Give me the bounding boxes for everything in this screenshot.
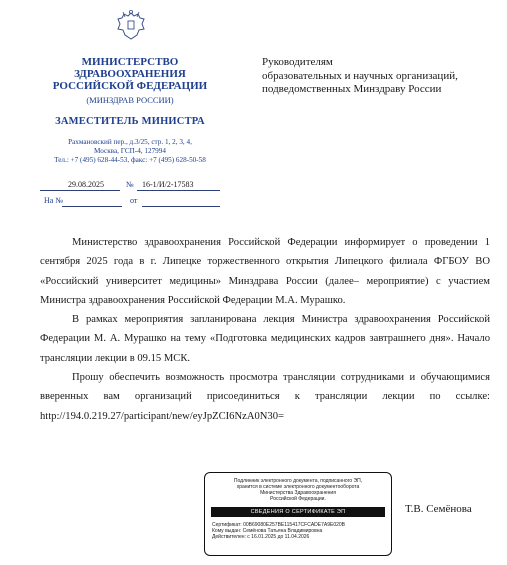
- reg-number-label: №: [126, 180, 134, 189]
- recipient-line-1: Руководителям: [262, 56, 333, 68]
- signer-name: Т.В. Семёнова: [405, 503, 472, 515]
- ref-date-underline: [142, 197, 220, 207]
- recipient-line-3: подведомственных Минздраву России: [262, 83, 442, 95]
- stamp-line-4: Российской Федерации.: [270, 496, 326, 502]
- address-line-2: Москва, ГСП-4, 127994: [94, 147, 166, 155]
- recipient-line-2: образовательных и научных организаций,: [262, 69, 458, 82]
- coat-of-arms-icon: [116, 9, 146, 41]
- e-signature-stamp: [204, 472, 392, 556]
- stamp-line-3: Министерства Здравоохранения: [260, 490, 336, 496]
- contacts-line: Тел.: +7 (495) 628-44-53, факс: +7 (495) 628-50-58: [54, 156, 206, 164]
- valid-label: Действителен:: [212, 534, 246, 540]
- ref-number-label: На №: [44, 196, 63, 205]
- stamp-line-2: хранится в системе электронного документооборота: [236, 484, 360, 490]
- stamp-header: [205, 478, 391, 502]
- reg-number: 16-1/И/2-17583: [142, 180, 194, 189]
- ministry-name-line-3: РОССИЙСКОЙ ФЕДЕРАЦИИ: [52, 80, 208, 92]
- valid-value: с 16.01.2025 до 11.04.2026: [247, 534, 310, 540]
- reg-date: 29.08.2025: [68, 180, 104, 189]
- stamp-line-1: Подлинник электронного документа, подписанного ЭП,: [233, 478, 363, 484]
- ref-from-label: от: [130, 196, 138, 205]
- paragraph-3: Прошу обеспечить возможность просмотра трансляции сотрудниками и обучающимися вверенных вам организаций присоединиться к трансляции лекции по ссылке: http://194.0.219.27/participant/new/eyJpZCI6NzA0N30=: [40, 372, 490, 422]
- recipient-block: [262, 56, 498, 97]
- ministry-name-line-1: МИНИСТЕРСТВО: [81, 56, 179, 68]
- cert-label: Сертификат:: [212, 522, 242, 528]
- deputy-minister-title: ЗАМЕСТИТЕЛЬ МИНИСТРА: [55, 116, 205, 127]
- cert-value: 00B69080E257BE115417CFCADE7A9E020B: [243, 522, 346, 528]
- ministry-short-name: (МИНЗДРАВ РОССИИ): [86, 95, 174, 105]
- owner-value: Семёнова Татьяна Владимировна: [242, 528, 323, 534]
- paragraph-2: В рамках мероприятия запланирована лекция Министра здравоохранения Российской Федерации М. А. Мурашко на тему «Подготовка медицинских кадров завтрашнего дня». Начало трансляции лекции в 09.15 МСК.: [40, 314, 490, 364]
- ministry-name-line-2: ЗДРАВООХРАНЕНИЯ: [74, 68, 186, 80]
- letter-body: [40, 233, 490, 426]
- owner-label: Кому выдан:: [212, 528, 242, 534]
- certificate-info-band: СВЕДЕНИЯ О СЕРТИФИКАТЕ ЭП: [211, 507, 385, 517]
- certificate-details: [212, 522, 388, 540]
- paragraph-1: Министерство здравоохранения Российской Федерации информирует о проведении 1 сентября 2025 года в г. Липецке торжественного открытия Липецкого филиала ФГБОУ ВО «Российский университет медицины» Минздрава России (далее– мероприятие) с участием Министра здравоохранения Российской Федерации М.А. Мурашко.: [40, 237, 490, 306]
- address-line-1: Рахмановский пер., д.3/25, стр. 1, 2, 3, 4,: [68, 138, 192, 146]
- ref-number-underline: [62, 197, 122, 207]
